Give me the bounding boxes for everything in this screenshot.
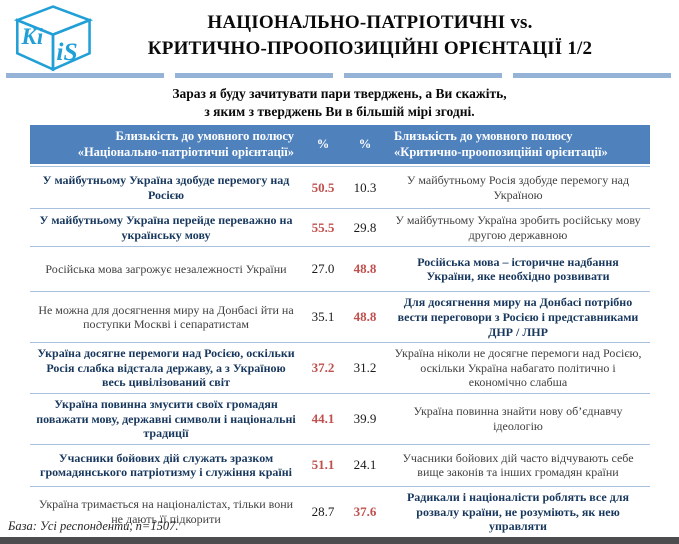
statement-opposition: У майбутньому Росія здобуде перемогу над Україною — [406, 173, 630, 202]
statement-opposition: Для досягнення миру на Донбасі потрібно вести переговори з Росією і представниками ДНР / ЛНР — [397, 295, 639, 339]
table-row — [30, 208, 650, 246]
base-note: База: Усі респонденти, n=1507. — [8, 519, 179, 533]
statement-opposition: Радикали і націоналісти роблять все для розвалу країни, не розуміють, як нею управляти — [406, 489, 630, 534]
percent-national: 35.1 — [311, 309, 335, 325]
statement-national: Україна досягне перемоги над Росією, оскільки Росія слабка відстала державу, а з Україною весь цивілізований світ — [37, 346, 295, 390]
results-table — [30, 125, 650, 538]
bottom-bar — [0, 537, 679, 544]
question-subtitle — [0, 85, 679, 121]
percent-opposition: 29.8 — [353, 219, 377, 235]
percent-national: 28.7 — [311, 503, 335, 519]
table-row — [30, 246, 650, 291]
statement-opposition: У майбутньому Україна зробить російську мову другою державною — [395, 213, 641, 242]
percent-national: 51.1 — [311, 457, 335, 473]
column-header-opposition: Близькість до умовного полюсу «Критично-проопозиційні орієнтації» — [394, 129, 608, 159]
table-row — [30, 342, 650, 393]
question-subtitle-line2: з яким з тверджень Ви в більшій мірі згодні. — [204, 103, 475, 119]
percent-national: 44.1 — [311, 411, 335, 426]
table-row — [30, 444, 650, 486]
percent-opposition: 39.9 — [353, 411, 377, 426]
table-row — [30, 291, 650, 342]
statement-opposition: Учасники бойових дій часто відчувають себе вище законів та інших громадян країни — [402, 450, 634, 480]
statement-national: Російська мова загрожує незалежності України — [45, 261, 287, 276]
statement-opposition: Україна ніколи не досягне перемоги над Росією, оскільки Україна набагато політично і економічно слабша — [394, 346, 642, 390]
percent-opposition: 48.8 — [353, 261, 377, 277]
column-header-pct-right: % — [358, 136, 372, 151]
percent-opposition: 37.6 — [353, 503, 377, 519]
column-header-pct-left: % — [316, 136, 330, 151]
table-row — [30, 393, 650, 444]
slide-title-line1: НАЦІОНАЛЬНО-ПАТРІОТИЧНІ vs. — [207, 12, 533, 33]
statement-national: Україна повинна змусити своїх громадян поважати мову, державні символи і національні традиції — [36, 397, 296, 441]
svg-text:Ki: Ki — [21, 23, 44, 49]
percent-opposition: 10.3 — [353, 179, 377, 195]
percent-national: 50.5 — [311, 179, 335, 195]
statement-opposition: Російська мова – історичне надбання України, яке необхідно розвивати — [417, 254, 619, 284]
percent-national: 37.2 — [311, 360, 335, 376]
table-header-row — [30, 125, 650, 164]
slide-title — [60, 10, 679, 61]
statement-national: У майбутньому Україна перейде переважно на українську мову — [39, 213, 293, 242]
slide-title-line2: КРИТИЧНО-ПРООПОЗИЦІЙНІ ОРІЄНТАЦІЇ 1/2 — [147, 37, 593, 59]
percent-opposition: 48.8 — [353, 309, 377, 325]
statement-opposition: Україна повинна знайти нову об’єднавчу ідеологію — [413, 404, 623, 433]
percent-national: 55.5 — [311, 219, 335, 235]
statement-national: Учасники бойових дій служать зразком громадянського патріотизму і служіння країні — [40, 450, 292, 480]
dashed-divider — [6, 73, 673, 78]
question-subtitle-line1: Зараз я буду зачитувати пари тверджень, а Ви скажіть, — [172, 86, 507, 101]
statement-national: Україна тримається на націоналістах, тільки вони не дають її підкорити — [38, 497, 294, 526]
statement-national: У майбутньому Україна здобуде перемогу над Росією — [42, 173, 290, 202]
percent-opposition: 31.2 — [353, 360, 377, 376]
percent-national: 27.0 — [311, 261, 335, 277]
table-body — [30, 166, 650, 538]
column-header-national: Близькість до умовного полюсу «Національно-патріотичні орієнтації» — [77, 129, 294, 159]
table-row — [30, 166, 650, 208]
percent-opposition: 24.1 — [353, 457, 377, 473]
statement-national: Не можна для досягнення миру на Донбасі йти на поступки Москві і сепаратистам — [38, 302, 294, 332]
svg-text:iS: iS — [56, 37, 78, 67]
